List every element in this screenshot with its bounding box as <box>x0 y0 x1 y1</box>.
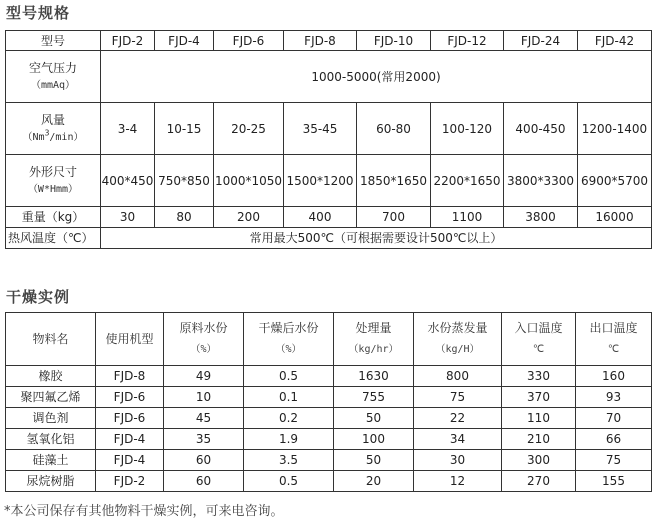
weight-value: 80 <box>155 207 214 228</box>
spec-weight-row <box>6 207 652 228</box>
size-label: 外形尺寸 <box>28 164 77 179</box>
table-cell: 50 <box>334 408 414 429</box>
table-cell: 75 <box>576 450 652 471</box>
table-cell: 330 <box>502 366 576 387</box>
table-cell: FJD-6 <box>96 408 164 429</box>
header-top: 入口温度 <box>514 321 563 335</box>
table-cell: FJD-4 <box>96 450 164 471</box>
table-cell: 0.1 <box>244 387 334 408</box>
table-cell: 160 <box>576 366 652 387</box>
table-cell: 1.9 <box>244 429 334 450</box>
table-cell: 110 <box>502 408 576 429</box>
table-cell: 0.5 <box>244 471 334 492</box>
table-cell: FJD-4 <box>96 429 164 450</box>
header-top: 干燥后水份 <box>258 321 319 335</box>
spec-header-cell: FJD-12 <box>431 31 504 51</box>
weight-label: 重量（kg） <box>6 207 101 228</box>
airflow-value: 100-120 <box>431 103 504 155</box>
material-name: 橡胶 <box>6 366 96 387</box>
header-unit: （kg/hr） <box>348 344 399 355</box>
table-cell: 755 <box>334 387 414 408</box>
table-cell: 50 <box>334 450 414 471</box>
table-cell: 70 <box>576 408 652 429</box>
header-top: 使用机型 <box>105 332 154 346</box>
spec-header-cell: FJD-24 <box>504 31 578 51</box>
airflow-value: 400-450 <box>504 103 578 155</box>
pressure-label-cell <box>6 51 101 103</box>
weight-value: 700 <box>357 207 431 228</box>
examples-header-cell <box>576 313 652 366</box>
size-value: 1850*1650 <box>357 155 431 207</box>
table-cell: 22 <box>414 408 502 429</box>
header-top: 原料水份 <box>179 321 228 335</box>
examples-section-title: 干燥实例 <box>6 288 71 306</box>
table-row <box>6 366 652 387</box>
table-cell: 300 <box>502 450 576 471</box>
table-row <box>6 387 652 408</box>
spec-temp-row <box>6 228 652 249</box>
material-name: 尿烷树脂 <box>6 471 96 492</box>
pressure-unit: （mmAq） <box>30 79 76 91</box>
airflow-label: 风量 <box>40 112 65 127</box>
examples-header-cell <box>96 313 164 366</box>
spec-airflow-row <box>6 103 652 155</box>
pressure-label: 空气压力 <box>28 60 77 75</box>
size-label-cell <box>6 155 101 207</box>
material-name: 聚四氟乙烯 <box>6 387 96 408</box>
table-cell: 3.5 <box>244 450 334 471</box>
temp-label: 热风温度（℃） <box>6 228 101 249</box>
header-unit: （%） <box>275 344 302 355</box>
airflow-value: 35-45 <box>284 103 357 155</box>
table-cell: 370 <box>502 387 576 408</box>
airflow-value: 60-80 <box>357 103 431 155</box>
weight-value: 1100 <box>431 207 504 228</box>
table-cell: 800 <box>414 366 502 387</box>
spec-pressure-row <box>6 51 652 103</box>
spec-section-title: 型号规格 <box>6 4 71 22</box>
table-cell: 20 <box>334 471 414 492</box>
spec-size-row <box>6 155 652 207</box>
table-row <box>6 408 652 429</box>
table-cell: FJD-8 <box>96 366 164 387</box>
airflow-value: 20-25 <box>214 103 284 155</box>
examples-header-cell <box>244 313 334 366</box>
table-row <box>6 450 652 471</box>
table-cell: 35 <box>164 429 244 450</box>
size-value: 6900*5700 <box>578 155 652 207</box>
header-top: 处理量 <box>355 321 392 335</box>
header-unit: ℃ <box>532 344 545 355</box>
airflow-unit-post: /min） <box>49 131 84 143</box>
examples-header-cell <box>502 313 576 366</box>
table-cell: FJD-6 <box>96 387 164 408</box>
table-cell: 155 <box>576 471 652 492</box>
header-top: 水份蒸发量 <box>427 321 488 335</box>
examples-table <box>5 312 652 492</box>
spec-header-cell: FJD-4 <box>155 31 214 51</box>
temp-value: 常用最大500℃（可根据需要设计500℃以上） <box>101 228 652 249</box>
table-cell: 30 <box>414 450 502 471</box>
examples-header-cell <box>334 313 414 366</box>
table-row <box>6 471 652 492</box>
spec-header-cell: FJD-10 <box>357 31 431 51</box>
size-value: 2200*1650 <box>431 155 504 207</box>
spec-header-cell: FJD-6 <box>214 31 284 51</box>
table-cell: 60 <box>164 471 244 492</box>
table-cell: 270 <box>502 471 576 492</box>
table-cell: 49 <box>164 366 244 387</box>
material-name: 硅藻土 <box>6 450 96 471</box>
size-value: 1500*1200 <box>284 155 357 207</box>
spec-table <box>5 30 652 249</box>
examples-header-row <box>6 313 652 366</box>
table-cell: 10 <box>164 387 244 408</box>
size-value: 3800*3300 <box>504 155 578 207</box>
spec-header-row <box>6 31 652 51</box>
spec-header-cell: FJD-42 <box>578 31 652 51</box>
size-value: 400*450 <box>101 155 155 207</box>
spec-header-cell: FJD-2 <box>101 31 155 51</box>
airflow-unit <box>6 129 100 147</box>
weight-value: 200 <box>214 207 284 228</box>
size-unit: （W*Hmm） <box>27 183 79 195</box>
header-unit: （kg/H） <box>435 344 480 355</box>
table-cell: 34 <box>414 429 502 450</box>
material-name: 氢氧化铝 <box>6 429 96 450</box>
airflow-value: 10-15 <box>155 103 214 155</box>
header-top: 物料名 <box>32 332 69 346</box>
airflow-value: 1200-1400 <box>578 103 652 155</box>
header-unit: （%） <box>190 344 217 355</box>
table-cell: 0.2 <box>244 408 334 429</box>
size-value: 750*850 <box>155 155 214 207</box>
pressure-value: 1000-5000(常用2000) <box>101 51 652 103</box>
size-value: 1000*1050 <box>214 155 284 207</box>
table-cell: 60 <box>164 450 244 471</box>
examples-header-cell <box>164 313 244 366</box>
airflow-label-cell <box>6 103 101 155</box>
examples-header-cell <box>6 313 96 366</box>
weight-value: 30 <box>101 207 155 228</box>
header-unit: ℃ <box>607 344 620 355</box>
table-cell: 1630 <box>334 366 414 387</box>
spec-header-cell: FJD-8 <box>284 31 357 51</box>
examples-header-cell <box>414 313 502 366</box>
table-cell: 210 <box>502 429 576 450</box>
airflow-unit-pre: （Nm <box>22 131 45 143</box>
table-cell: 93 <box>576 387 652 408</box>
table-cell: 12 <box>414 471 502 492</box>
table-cell: 45 <box>164 408 244 429</box>
table-cell: 100 <box>334 429 414 450</box>
spec-header-cell: 型号 <box>6 31 101 51</box>
footnote: *本公司保存有其他物料干燥实例，可来电咨询。 <box>4 504 284 519</box>
weight-value: 3800 <box>504 207 578 228</box>
airflow-value: 3-4 <box>101 103 155 155</box>
table-cell: 0.5 <box>244 366 334 387</box>
airflow-unit-sup: 3 <box>44 128 50 138</box>
material-name: 调色剂 <box>6 408 96 429</box>
table-cell: 75 <box>414 387 502 408</box>
weight-value: 16000 <box>578 207 652 228</box>
table-row <box>6 429 652 450</box>
table-cell: FJD-2 <box>96 471 164 492</box>
table-cell: 66 <box>576 429 652 450</box>
header-top: 出口温度 <box>589 321 638 335</box>
weight-value: 400 <box>284 207 357 228</box>
